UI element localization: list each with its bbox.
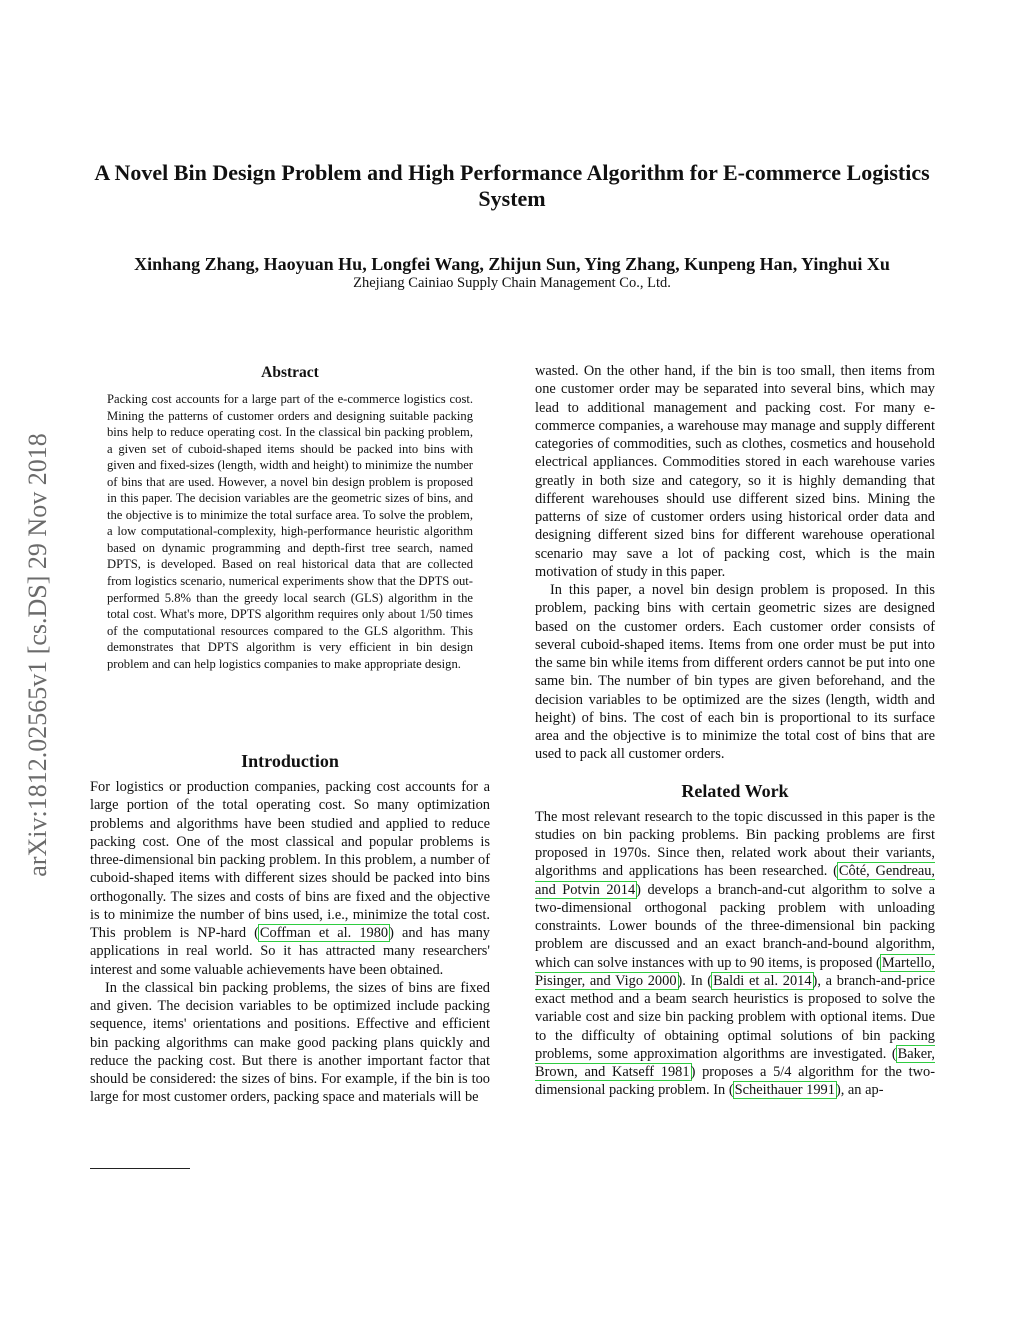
related-work-heading: Related Work [681,780,789,801]
citation-link[interactable]: Martello, Pisinger, and Vigo 2000 [535,954,935,989]
citation-link[interactable]: Baker, Brown, and Katseff 1981 [535,1045,935,1080]
rw-text-2: ) develops a branch-and-cut algorithm to solve a two-dimensional orthogonal packing problem with unloading constraints. Lower bounds of the three-dimensional bin packing problem are discussed and an exact branch-and-bound algorithm, which can solve instances with up to 90 items, is proposed ( [535,881,935,971]
abstract-heading: Abstract [261,364,319,381]
paper-title: A Novel Bin Design Problem and High Performance Algorithm for E-commerce Logistics System [94,160,930,211]
rw-text-1: The most relevant research to the topic discussed in this paper is the studies on bin packing problems. Bin packing problems are first proposed in 1970s. Since then, related work about their variants, algorithms and applications has been researched. ( [535,808,935,880]
intro-p1-text-b: ) and has many applications in real world. So it has attracted many researchers' interest and some valuable achievements have been obtained. [90,925,490,978]
affiliation: Zhejiang Cainiao Supply Chain Management Co., Ltd. [353,275,671,291]
rw-text-3: ). In ( [677,972,713,989]
introduction-heading: Introduction [241,751,339,771]
intro-p1-text-a: For logistics or production companies, packing cost accounts for a large portion of the total operating cost. So many optimization problems and algorithms have been studied and applied to reduce packing cost. One of the most classical and popular problems is three-dimensional bin packing problem. In this problem, a number of cuboid-shaped items with different sizes should be packed into bins orthogonally. The sizes and costs of bins are fixed and the objective is to minimize the number of bins used, i.e., minimize the total cost. This problem is NP-hard ( [90,779,490,941]
intro-paragraph-4: In this paper, a novel bin design problem is proposed. In this problem, packing bins with certain geometric sizes are designed based on the customer orders. Each customer order consists of several cuboid-shaped items. Items from one order must be put into the same bin while items from different orders cannot be put into one same bin. The number of bin types are given beforehand, and the decision variables to be optimized are the sizes (length, width and height) of bins. The cost of each bin is proportional to its surface area and the objective is to minimize the total cost of bins that are used to pack all customer orders. [535,582,935,763]
rw-text-5: ) proposes a 5/4 algorithm for the two-dimensional packing problem. In ( [535,1064,936,1099]
author-list: Xinhang Zhang, Haoyuan Hu, Longfei Wang, Zhijun Sun, Ying Zhang, Kunpeng Han, Yinghui Xu [134,254,890,274]
citation-link[interactable]: Baldi et al. 2014 [713,972,812,989]
citation-link[interactable]: Côté, Gendreau, and Potvin 2014 [535,863,936,898]
rw-text-4: ), a branch-and-price exact method and a beam search heuristics is proposed to solve the variable cost and size bin packing problem with optional items. Due to the difficulty of obtaining optimal solutions of bin packing problems, some approximation algorithms are investigated. ( [535,972,935,1062]
intro-paragraph-2: In the classical bin packing problems, the sizes of bins are fixed and given. The decision variables to be optimized include packing sequence, items' orientations and positions. Effective and efficient bin packing algorithms can make good packing plans quickly and reduce the packing cost. But there is another important factor that should be considered: the sizes of bins. For example, if the bin is too large for most customer orders, packing space and materials will be [90,979,490,1106]
abstract-text: Packing cost accounts for a large part of the e-commerce logistics cost. Mining the patterns of customer orders and designing suitable packing bins help to reduce operating cost. In the classical bin packing problem, a given set of cuboid-shaped items should be packed into bins with given and fixed-sizes (length, width and height) to minimize the number of bins that are used. However, a novel bin design problem is proposed in this paper. The decision variables are the geometric sizes of bins, and the objective is to minimize the total surface area. To solve the problem, a low computational-complexity, high-performance heuristic algorithm based on dynamic programming and depth-first tree search, named DPTS, is developed. Based on real historical data that are collected from logistics scenario, numerical experiments show that the DPTS out-performed 5.8% than the greedy local search (GLS) algorithm in the total cost. What's more, DPTS algorithm requires only about 1/50 times of the computational resources compared to the GLS algorithm. This demonstrates that DPTS algorithm is very efficient in bin design problem and can help logistics companies to make appropriate design. [107,392,473,671]
related-work-paragraph [535,808,935,1100]
intro-paragraph-3: wasted. On the other hand, if the bin is too small, then items from one customer order may be separated into several bins, which may lead to additional management and packing cost. For many e-commerce companies, a warehouse may manage and supply different categories of commodities, such as clothes, cosmetics and household electrical appliances. Commodities stored in each warehouse varies greatly in both size and category, so it is highly demanding that different warehouses should use different sized bins. Mining the patterns of size of customer orders using historical order data and designing different sized bins for different warehouse operational scenario may save a lot of packing cost, which is the main motivation of study in this paper. [535,363,935,580]
citation-link[interactable]: Coffman et al. 1980 [259,925,389,941]
citation-link[interactable]: Scheithauer 1991 [734,1082,835,1099]
intro-paragraph-1 [90,778,490,979]
left-column [90,750,490,1107]
arxiv-watermark: arXiv:1812.02565v1 [cs.DS] 29 Nov 2018 [23,433,52,877]
footnote-rule [90,1168,190,1169]
rw-text-6: ), an ap- [835,1082,884,1099]
right-column [535,362,935,1100]
